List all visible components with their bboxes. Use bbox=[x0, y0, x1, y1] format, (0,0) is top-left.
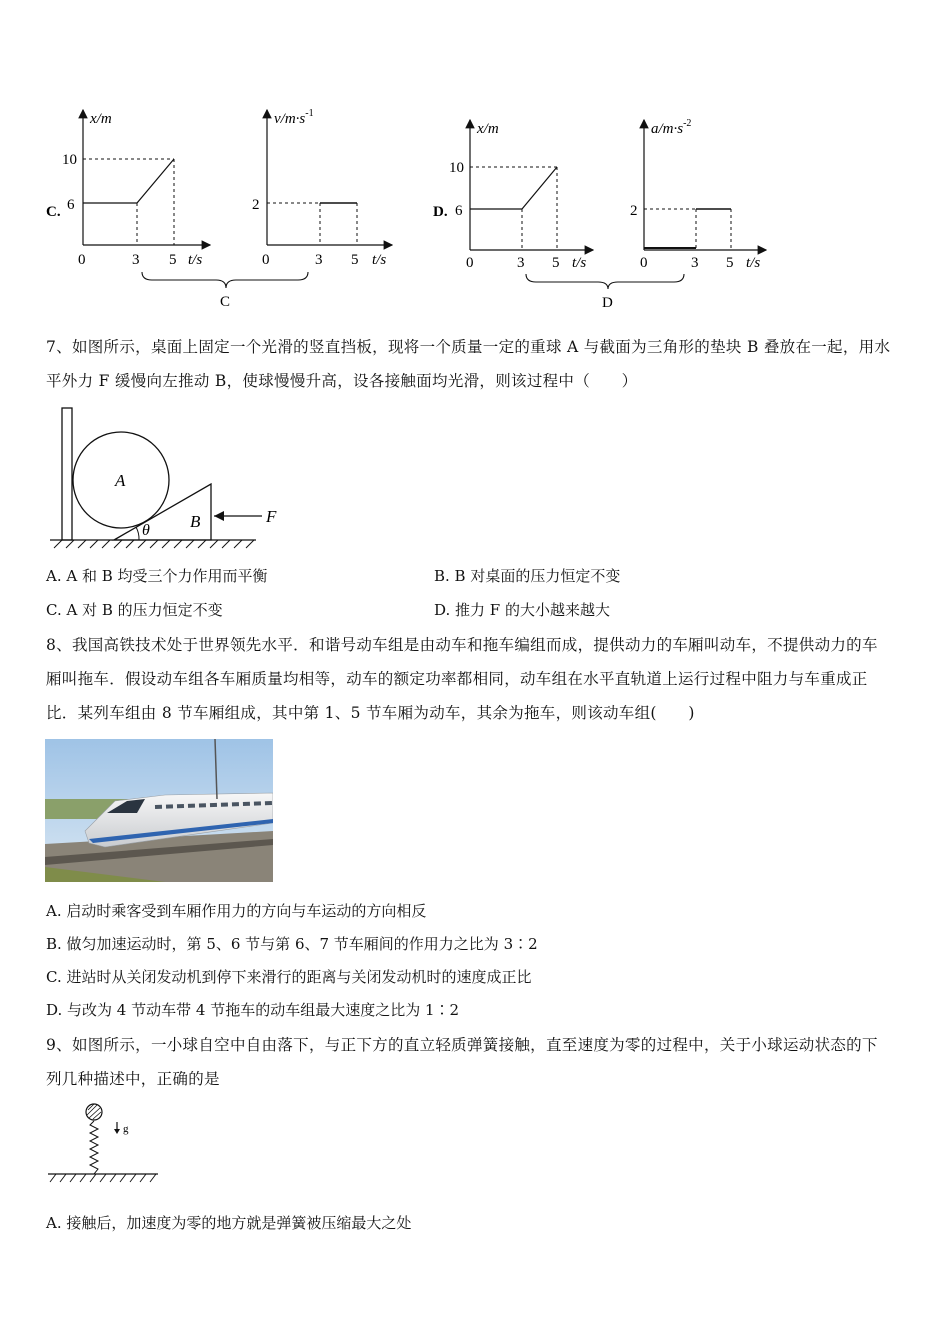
label-g: g bbox=[123, 1123, 129, 1135]
train-photo bbox=[45, 739, 273, 882]
brace-label-d: D bbox=[602, 295, 613, 311]
tick-6: 6 bbox=[67, 197, 75, 213]
tick-6: 6 bbox=[455, 203, 463, 219]
q9-stem bbox=[46, 1028, 908, 1096]
option-c-label: C. bbox=[46, 204, 61, 220]
xt-graph-c bbox=[62, 110, 210, 268]
axis-label-t: t/s bbox=[572, 255, 587, 271]
q9-line-2: 列几种描述中，正确的是 bbox=[46, 1070, 220, 1088]
theta-arc bbox=[136, 527, 139, 540]
q8-line-3: 比．某列车组由 8 节车厢组成，其中第 1、5 节车厢为动车，其余为拖车，则该动车组( ) bbox=[46, 704, 695, 722]
data-line bbox=[470, 167, 557, 209]
q7-figure bbox=[44, 402, 294, 554]
q7-line-1: 7、如图所示，桌面上固定一个光滑的竖直挡板，现将一个质量一定的重球 A 与截面为三角形的垫块 B 叠放在一起，用水 bbox=[46, 338, 891, 356]
at-graph-d bbox=[630, 118, 766, 271]
axis-label-a: $a/m\cdot s^{-2}$ bbox=[651, 118, 692, 137]
tick-3: 3 bbox=[315, 252, 323, 268]
q9-line-1: 9、如图所示，一小球自空中自由落下，与正下方的直立轻质弹簧接触，直至速度为零的过程中，关于小球运动状态的下 bbox=[46, 1036, 878, 1054]
option-d-label: D. bbox=[433, 204, 448, 220]
graphs-option-d bbox=[428, 108, 778, 318]
q7-option-c[interactable]: C. A 对 B 的压力恒定不变 bbox=[46, 601, 223, 619]
g-arrowhead bbox=[114, 1129, 120, 1134]
tick-3: 3 bbox=[691, 255, 699, 271]
q7-option-a[interactable]: A. A 和 B 均受三个力作用而平衡 bbox=[46, 567, 268, 585]
q8-option-b[interactable]: B. 做匀加速运动时，第 5、6 节与第 6、7 节车厢间的作用力之比为 3∶2 bbox=[46, 935, 538, 953]
brace-label-c: C bbox=[220, 294, 231, 310]
q8-option-d[interactable]: D. 与改为 4 节动车带 4 节拖车的动车组最大速度之比为 1∶2 bbox=[46, 1001, 460, 1019]
tick-5: 5 bbox=[351, 252, 359, 268]
force-arrowhead bbox=[214, 511, 224, 521]
tick-0: 0 bbox=[78, 252, 86, 268]
q7-option-b[interactable]: B. B 对桌面的压力恒定不变 bbox=[434, 567, 621, 585]
tick-2: 2 bbox=[630, 203, 638, 219]
label-a: A bbox=[115, 471, 126, 490]
xt-graph-d bbox=[449, 120, 593, 271]
tick-10: 10 bbox=[62, 152, 77, 168]
axis-label-x: x/m bbox=[90, 111, 112, 127]
tick-0: 0 bbox=[262, 252, 270, 268]
q8-line-2: 厢叫拖车．假设动车组各车厢质量均相等，动车的额定功率都相同，动车组在水平直轨道上运行过程中阻力与车重成正 bbox=[46, 670, 868, 688]
label-theta: θ bbox=[142, 522, 150, 539]
tick-5: 5 bbox=[552, 255, 560, 271]
tick-0: 0 bbox=[466, 255, 474, 271]
q8-option-c[interactable]: C. 进站时从关闭发动机到停下来滑行的距离与关闭发动机时的速度成正比 bbox=[46, 968, 532, 986]
tick-2: 2 bbox=[252, 197, 260, 213]
q8-line-1: 8、我国高铁技术处于世界领先水平．和谐号动车组是由动车和拖车编组而成，提供动力的车厢叫动车，不提供动力的车 bbox=[46, 636, 878, 654]
ground-hatching bbox=[50, 1174, 156, 1182]
tick-10: 10 bbox=[449, 160, 464, 176]
tick-0: 0 bbox=[640, 255, 648, 271]
graphs-option-c bbox=[40, 98, 410, 318]
spring bbox=[90, 1121, 98, 1174]
brace bbox=[526, 274, 684, 289]
axis-label-x: x/m bbox=[477, 121, 499, 137]
tick-3: 3 bbox=[132, 252, 140, 268]
label-b: B bbox=[190, 512, 201, 531]
axis-label-v: $v/m\cdot s^{-1}$ bbox=[274, 108, 314, 127]
axis-label-t: t/s bbox=[746, 255, 761, 271]
q9-option-a[interactable]: A. 接触后，加速度为零的地方就是弹簧被压缩最大之处 bbox=[46, 1214, 412, 1232]
q9-figure bbox=[44, 1098, 164, 1190]
table-hatching bbox=[54, 540, 254, 548]
axis-label-t: t/s bbox=[372, 252, 387, 268]
q7-line-2: 平外力 F 缓慢向左推动 B，使球慢慢升高，设各接触面均光滑，则该过程中（ ） bbox=[46, 372, 638, 390]
q8-option-a[interactable]: A. 启动时乘客受到车厢作用力的方向与车运动的方向相反 bbox=[46, 902, 427, 920]
vt-graph-c bbox=[252, 108, 392, 268]
tick-5: 5 bbox=[169, 252, 177, 268]
label-f: F bbox=[266, 507, 277, 526]
q7-stem bbox=[46, 330, 908, 398]
q7-option-d[interactable]: D. 推力 F 的大小越来越大 bbox=[434, 601, 610, 619]
tick-5: 5 bbox=[726, 255, 734, 271]
axis-label-t: t/s bbox=[188, 252, 203, 268]
q8-stem bbox=[46, 628, 908, 730]
tick-3: 3 bbox=[517, 255, 525, 271]
wall-board bbox=[62, 408, 72, 540]
data-line bbox=[83, 159, 174, 203]
brace bbox=[142, 272, 308, 288]
